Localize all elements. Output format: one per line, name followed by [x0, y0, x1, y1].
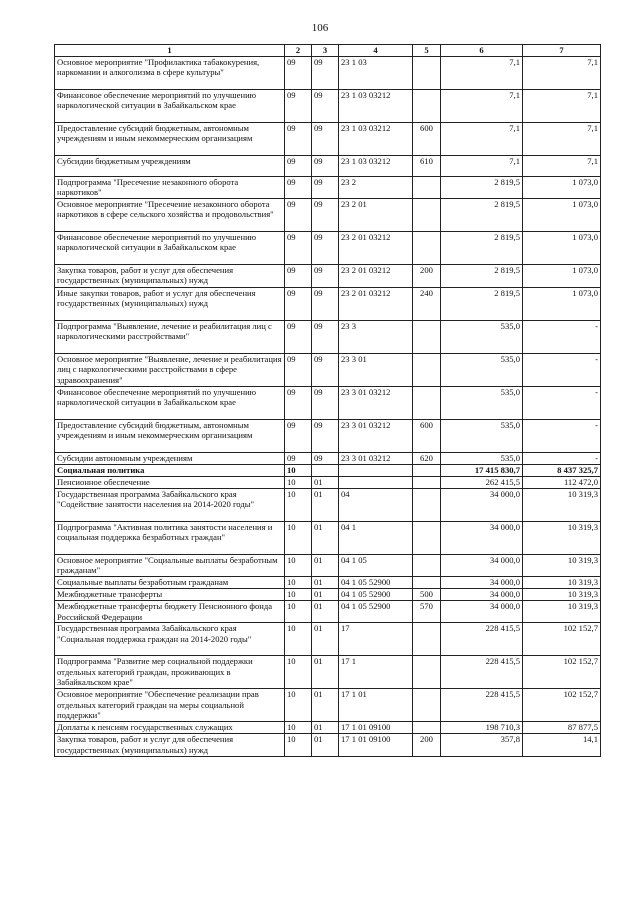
row-section: 09 [285, 264, 312, 287]
row-sum-2: - [523, 386, 601, 419]
table-row [55, 600, 601, 622]
row-target-code: 17 1 [339, 656, 413, 689]
row-expense-type: 500 [413, 588, 441, 600]
table-row [55, 554, 601, 576]
row-expense-type [413, 488, 441, 521]
table-row [55, 452, 601, 464]
row-expense-type [413, 464, 441, 476]
row-sum-2: 7,1 [523, 89, 601, 122]
row-sum-2: 1 073,0 [523, 264, 601, 287]
row-name: Доплаты к пенсиям государственных служащих [55, 722, 285, 734]
column-header-subsection: 3 [312, 45, 339, 57]
row-section: 09 [285, 176, 312, 198]
row-subsection: 01 [312, 576, 339, 588]
row-target-code: 04 1 05 52900 [339, 588, 413, 600]
row-sum-2: 10 319,3 [523, 600, 601, 622]
row-section: 10 [285, 689, 312, 722]
row-subsection: 09 [312, 122, 339, 155]
table-row [55, 176, 601, 198]
row-sum-2: 14,1 [523, 734, 601, 757]
table-row [55, 464, 601, 476]
column-header-sum-1: 6 [441, 45, 523, 57]
row-sum-1: 535,0 [441, 386, 523, 419]
row-sum-2: 1 073,0 [523, 176, 601, 198]
row-expense-type [413, 198, 441, 231]
row-expense-type [413, 576, 441, 588]
row-name: Государственная программа Забайкальского края "Содействие занятости населения на 2014-2020 годы" [55, 488, 285, 521]
row-expense-type [413, 89, 441, 122]
row-name: Социальные выплаты безработным гражданам [55, 576, 285, 588]
row-target-code: 23 3 01 03212 [339, 419, 413, 452]
row-section: 09 [285, 56, 312, 89]
row-sum-2: - [523, 452, 601, 464]
row-name: Межбюджетные трансферты бюджету Пенсионного фонда Российской Федерации [55, 600, 285, 622]
row-name: Основное мероприятие "Обеспечение реализации прав отдельных категорий граждан на меры социальной поддержки" [55, 689, 285, 722]
table-header-row [55, 45, 601, 57]
row-section: 10 [285, 476, 312, 488]
row-section: 10 [285, 488, 312, 521]
row-section: 10 [285, 623, 312, 656]
row-sum-1: 198 710,3 [441, 722, 523, 734]
row-section: 09 [285, 89, 312, 122]
row-sum-2: 10 319,3 [523, 521, 601, 554]
row-sum-1: 34 000,0 [441, 588, 523, 600]
row-sum-2: 7,1 [523, 155, 601, 176]
row-target-code: 23 1 03 03212 [339, 122, 413, 155]
row-target-code: 23 3 01 03212 [339, 386, 413, 419]
row-sum-1: 7,1 [441, 122, 523, 155]
row-subsection: 01 [312, 488, 339, 521]
row-name: Предоставление субсидий бюджетным, автономным учреждениям и иным некоммерческим организациям [55, 419, 285, 452]
row-sum-2: 10 319,3 [523, 588, 601, 600]
row-name: Основное мероприятие "Социальные выплаты безработным гражданам" [55, 554, 285, 576]
row-sum-2: 10 319,3 [523, 554, 601, 576]
row-expense-type [413, 623, 441, 656]
table-row [55, 122, 601, 155]
row-expense-type [413, 320, 441, 353]
row-name: Подпрограмма "Развитие мер социальной поддержки отдельных категорий граждан, проживающих в Забайкальском крае" [55, 656, 285, 689]
table-row [55, 722, 601, 734]
row-target-code: 04 1 05 [339, 554, 413, 576]
row-subsection: 09 [312, 386, 339, 419]
row-name: Основное мероприятие "Профилактика табакокурения, наркомании и алкоголизма в сфере культуры" [55, 56, 285, 89]
column-header-target-code: 4 [339, 45, 413, 57]
row-name: Субсидии автономным учреждениям [55, 452, 285, 464]
row-target-code: 23 2 01 [339, 198, 413, 231]
row-expense-type [413, 656, 441, 689]
row-sum-2: - [523, 353, 601, 386]
row-section: 09 [285, 122, 312, 155]
row-subsection: 09 [312, 89, 339, 122]
row-sum-1: 2 819,5 [441, 264, 523, 287]
row-sum-2: 10 319,3 [523, 488, 601, 521]
row-subsection: 01 [312, 722, 339, 734]
row-subsection: 09 [312, 419, 339, 452]
row-name: Субсидии бюджетным учреждениям [55, 155, 285, 176]
row-name: Предоставление субсидий бюджетным, автономным учреждениям и иным некоммерческим организациям [55, 122, 285, 155]
row-subsection: 09 [312, 56, 339, 89]
row-sum-1: 535,0 [441, 320, 523, 353]
row-target-code: 23 2 [339, 176, 413, 198]
row-expense-type: 570 [413, 600, 441, 622]
table-row [55, 56, 601, 89]
column-header-name: 1 [55, 45, 285, 57]
row-name: Государственная программа Забайкальского края "Социальная поддержка граждан на 2014-2020 годы" [55, 623, 285, 656]
row-name: Финансовое обеспечение мероприятий по улучшению наркологической ситуации в Забайкальском крае [55, 231, 285, 264]
table-row [55, 689, 601, 722]
table-row [55, 155, 601, 176]
table-row [55, 89, 601, 122]
row-sum-1: 357,8 [441, 734, 523, 757]
table-row [55, 198, 601, 231]
row-expense-type [413, 689, 441, 722]
row-subsection: 01 [312, 656, 339, 689]
row-target-code: 17 1 01 09100 [339, 734, 413, 757]
row-section: 09 [285, 386, 312, 419]
row-subsection: 09 [312, 231, 339, 264]
table-row [55, 488, 601, 521]
row-subsection: 09 [312, 155, 339, 176]
row-sum-2: 112 472,0 [523, 476, 601, 488]
row-subsection: 01 [312, 554, 339, 576]
row-sum-2: 1 073,0 [523, 287, 601, 320]
row-expense-type: 200 [413, 264, 441, 287]
row-section: 10 [285, 722, 312, 734]
row-name: Подпрограмма "Выявление, лечение и реабилитация лиц с наркологическими расстройствами" [55, 320, 285, 353]
row-subsection: 01 [312, 734, 339, 757]
row-subsection: 01 [312, 689, 339, 722]
row-section: 10 [285, 576, 312, 588]
row-name: Основное мероприятие "Пресечение незаконного оборота наркотиков в сфере сельского хозяйства и продовольствия" [55, 198, 285, 231]
row-sum-1: 535,0 [441, 353, 523, 386]
row-section: 10 [285, 464, 312, 476]
row-sum-1: 34 000,0 [441, 600, 523, 622]
row-name: Пенсионное обеспечение [55, 476, 285, 488]
row-sum-1: 34 000,0 [441, 554, 523, 576]
row-sum-2: 102 152,7 [523, 623, 601, 656]
row-sum-1: 2 819,5 [441, 287, 523, 320]
row-section: 10 [285, 656, 312, 689]
column-header-expense-type: 5 [413, 45, 441, 57]
row-target-code: 17 1 01 [339, 689, 413, 722]
table-row [55, 231, 601, 264]
row-subsection: 09 [312, 287, 339, 320]
row-expense-type [413, 554, 441, 576]
row-sum-1: 7,1 [441, 155, 523, 176]
row-sum-2: 7,1 [523, 122, 601, 155]
row-target-code: 04 [339, 488, 413, 521]
row-name: Подпрограмма "Активная политика занятости населения и социальная поддержка безработных граждан" [55, 521, 285, 554]
row-sum-2: 87 877,5 [523, 722, 601, 734]
row-target-code [339, 464, 413, 476]
row-expense-type [413, 353, 441, 386]
row-sum-1: 262 415,5 [441, 476, 523, 488]
row-section: 09 [285, 320, 312, 353]
row-sum-1: 228 415,5 [441, 623, 523, 656]
row-expense-type: 610 [413, 155, 441, 176]
row-target-code: 04 1 [339, 521, 413, 554]
row-section: 10 [285, 734, 312, 757]
row-section: 09 [285, 353, 312, 386]
row-name: Закупка товаров, работ и услуг для обеспечения государственных (муниципальных) нужд [55, 264, 285, 287]
table-row [55, 353, 601, 386]
row-section: 09 [285, 155, 312, 176]
table-row [55, 588, 601, 600]
row-expense-type: 200 [413, 734, 441, 757]
row-sum-2: 7,1 [523, 56, 601, 89]
row-subsection: 01 [312, 588, 339, 600]
row-section: 09 [285, 198, 312, 231]
row-section: 10 [285, 521, 312, 554]
row-target-code: 23 1 03 03212 [339, 89, 413, 122]
row-expense-type [413, 231, 441, 264]
row-sum-1: 2 819,5 [441, 231, 523, 264]
row-target-code: 23 3 01 03212 [339, 452, 413, 464]
row-sum-1: 535,0 [441, 452, 523, 464]
row-sum-2: 8 437 325,7 [523, 464, 601, 476]
table-row [55, 476, 601, 488]
row-section: 09 [285, 287, 312, 320]
row-subsection: 09 [312, 353, 339, 386]
row-sum-1: 535,0 [441, 419, 523, 452]
row-target-code: 23 2 01 03212 [339, 264, 413, 287]
row-section: 09 [285, 419, 312, 452]
row-target-code: 23 3 [339, 320, 413, 353]
row-subsection: 01 [312, 476, 339, 488]
row-expense-type: 240 [413, 287, 441, 320]
row-name: Межбюджетные трансферты [55, 588, 285, 600]
table-body [55, 56, 601, 757]
row-subsection: 01 [312, 623, 339, 656]
row-target-code: 17 [339, 623, 413, 656]
row-target-code: 17 1 01 09100 [339, 722, 413, 734]
table-row [55, 264, 601, 287]
row-sum-1: 34 000,0 [441, 521, 523, 554]
row-subsection: 09 [312, 452, 339, 464]
column-header-sum-2: 7 [523, 45, 601, 57]
row-sum-1: 2 819,5 [441, 176, 523, 198]
table-row [55, 576, 601, 588]
row-section: 10 [285, 588, 312, 600]
row-expense-type [413, 56, 441, 89]
row-expense-type [413, 722, 441, 734]
table-row [55, 623, 601, 656]
row-target-code: 23 2 01 03212 [339, 231, 413, 264]
row-subsection: 01 [312, 600, 339, 622]
row-sum-1: 228 415,5 [441, 689, 523, 722]
table-row [55, 734, 601, 757]
row-target-code: 23 1 03 [339, 56, 413, 89]
row-target-code: 04 1 05 52900 [339, 576, 413, 588]
column-header-section: 2 [285, 45, 312, 57]
row-name: Закупка товаров, работ и услуг для обеспечения государственных (муниципальных) нужд [55, 734, 285, 757]
row-target-code: 23 3 01 [339, 353, 413, 386]
row-subsection: 09 [312, 198, 339, 231]
row-subsection: 09 [312, 176, 339, 198]
row-target-code: 23 2 01 03212 [339, 287, 413, 320]
row-name: Основное мероприятие "Выявление, лечение и реабилитация лиц с наркологическими расстройствами в сфере здравоохранения" [55, 353, 285, 386]
row-expense-type: 600 [413, 419, 441, 452]
row-expense-type [413, 476, 441, 488]
table-row [55, 521, 601, 554]
row-subsection: 09 [312, 320, 339, 353]
table-row [55, 656, 601, 689]
row-name: Подпрограмма "Пресечение незаконного оборота наркотиков" [55, 176, 285, 198]
row-expense-type [413, 176, 441, 198]
row-expense-type: 620 [413, 452, 441, 464]
row-section: 09 [285, 231, 312, 264]
row-section: 10 [285, 600, 312, 622]
row-target-code: 04 1 05 52900 [339, 600, 413, 622]
row-target-code: 23 1 03 03212 [339, 155, 413, 176]
row-sum-1: 34 000,0 [441, 488, 523, 521]
budget-table [54, 44, 601, 757]
row-sum-2: 1 073,0 [523, 231, 601, 264]
row-name: Финансовое обеспечение мероприятий по улучшению наркологической ситуации в Забайкальском крае [55, 89, 285, 122]
row-expense-type [413, 386, 441, 419]
row-name: Финансовое обеспечение мероприятий по улучшению наркологической ситуации в Забайкальском крае [55, 386, 285, 419]
table-row [55, 386, 601, 419]
row-sum-1: 7,1 [441, 89, 523, 122]
row-sum-2: - [523, 419, 601, 452]
row-sum-2: 102 152,7 [523, 689, 601, 722]
row-sum-1: 228 415,5 [441, 656, 523, 689]
row-sum-2: 1 073,0 [523, 198, 601, 231]
row-expense-type [413, 521, 441, 554]
table-row [55, 419, 601, 452]
row-target-code [339, 476, 413, 488]
row-sum-2: 10 319,3 [523, 576, 601, 588]
row-subsection: 01 [312, 521, 339, 554]
row-expense-type: 600 [413, 122, 441, 155]
row-name: Иные закупки товаров, работ и услуг для обеспечения государственных (муниципальных) нужд [55, 287, 285, 320]
table-row [55, 287, 601, 320]
row-section: 10 [285, 554, 312, 576]
table-row [55, 320, 601, 353]
row-sum-2: 102 152,7 [523, 656, 601, 689]
row-sum-1: 2 819,5 [441, 198, 523, 231]
row-sum-1: 7,1 [441, 56, 523, 89]
row-subsection: 09 [312, 264, 339, 287]
row-sum-1: 17 415 830,7 [441, 464, 523, 476]
row-subsection [312, 464, 339, 476]
row-sum-2: - [523, 320, 601, 353]
row-section: 09 [285, 452, 312, 464]
row-sum-1: 34 000,0 [441, 576, 523, 588]
row-name: Социальная политика [55, 464, 285, 476]
page-number: 106 [311, 22, 329, 34]
